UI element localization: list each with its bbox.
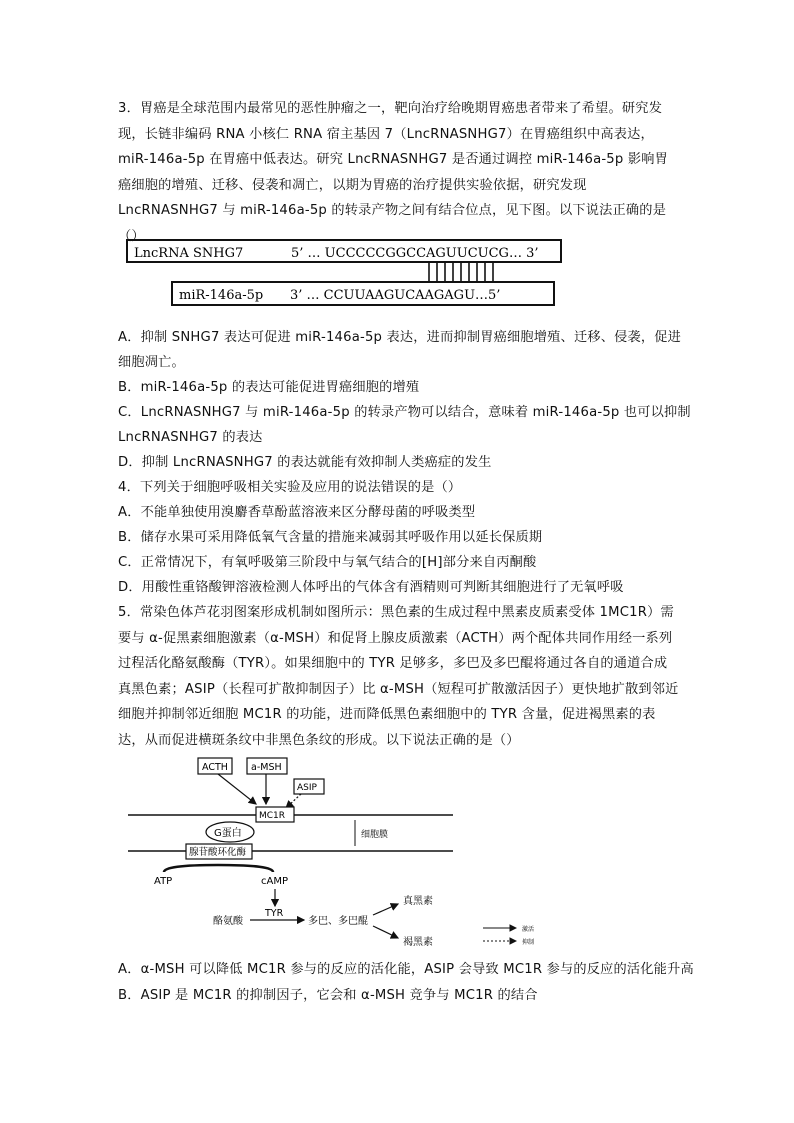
legend-activate-label: 激活: [522, 926, 535, 933]
dopa-to-pheomelanin-arrow: [373, 926, 398, 938]
g-protein-label: G蛋白: [214, 828, 242, 839]
legend-inhibit-label: 抑制: [522, 939, 535, 946]
acth-label: ACTH: [202, 762, 228, 773]
mc1r-label: MC1R: [259, 811, 286, 821]
q3-option-b: B．miR-146a-5p 的表达可能促进胃癌细胞的增殖: [118, 380, 420, 395]
q4-stem: 4．下列关于细胞呼吸相关实验及应用的说法错误的是（）: [118, 480, 462, 495]
asip-label: ASIP: [297, 783, 317, 793]
tyr-label: TYR: [265, 908, 284, 919]
q5-option-b: B．ASIP 是 MC1R 的抑制因子，它会和 α-MSH 竞争与 MC1R 的结合: [118, 988, 538, 1003]
atp-camp-conversion-curve: [164, 865, 273, 872]
asip-inhibit-arrow: [286, 794, 301, 808]
q5-option-a: A．α-MSH 可以降低 MC1R 参与的反应的活化能，ASIP 会导致 MC1R 参与的反应的活化能升高: [118, 962, 694, 977]
q3-option-a-line2: 细胞凋亡。: [118, 355, 185, 370]
q3-option-c-line1: C．LncRNASNHG7 与 miR-146a-5p 的转录产物可以结合，意味着 miR-146a-5p 也可以抑制: [118, 405, 691, 420]
atp-label: ATP: [154, 876, 173, 887]
q4-option-d: D．用酸性重铬酸钾溶液检测人体呼出的气体含有酒精则可判断其细胞进行了无氧呼吸: [118, 580, 624, 595]
q4-option-c: C．正常情况下，有氧呼吸第三阶段中与氧气结合的[H]部分来自丙酮酸: [118, 555, 537, 570]
pheomelanin-label: 褐黑素: [403, 937, 433, 947]
eumelanin-label: 真黑素: [403, 896, 433, 907]
membrane-label: 细胞膜: [361, 830, 389, 840]
mirna-sequence: 3’ … CCUUAAGUCAAGAGU…5’: [290, 288, 501, 303]
adenylate-cyclase-label: 腺苷酸环化酶: [189, 847, 247, 858]
tyrosine-label: 酪氨酸: [213, 916, 243, 927]
q5-pathway-figure: [118, 752, 558, 947]
dopa-label: 多巴、多巴醌: [308, 916, 368, 927]
q3-rna-binding-figure: [126, 234, 566, 308]
q4-option-a: A．不能单独使用溴麝香草酚蓝溶液来区分酵母菌的呼吸类型: [118, 505, 476, 520]
q3-stem: 3．胃癌是全球范围内最常见的恶性肿瘤之一，靶向治疗给晚期胃癌患者带来了希望。研究发现，长链非编码 RNA 小核仁 RNA 宿主基因 7（LncRNASNHG7）在胃癌组织中高表达，miR-146a-5p 在胃癌中低表达。研究 LncRNASNHG7 是否通过调控 miR-146a-5p 影响胃癌细胞的增殖、迁移、侵袭和凋亡，以期为胃癌的治疗提供实验依据，研究发现 LncRNASNHG7 与 miR-146a-5p 的转录产物之间有结合位点，见下图。以下说法正确的是（）: [118, 101, 669, 244]
dopa-to-eumelanin-arrow: [373, 904, 398, 915]
q4-option-b: B．储存水果可采用降低氧气含量的措施来减弱其呼吸作用以延长保质期: [118, 530, 543, 545]
base-pair-lines: [429, 262, 493, 282]
lncrna-sequence: 5’ … UCCCCCGGCCAGUUCUCG… 3’: [291, 246, 539, 261]
q3-option-a-line1: A．抑制 SNHG7 表达可促进 miR-146a-5p 表达，进而抑制胃癌细胞增殖、迁移、侵袭，促进: [118, 330, 682, 345]
camp-label: cAMP: [261, 876, 288, 887]
amsh-label: a-MSH: [251, 762, 282, 773]
q3-option-c-line2: LncRNASNHG7 的表达: [118, 430, 263, 445]
lncrna-label: LncRNA SNHG7: [134, 246, 244, 261]
mirna-label: miR-146a-5p: [179, 288, 264, 303]
q5-stem: 5．常染色体芦花羽图案形成机制如图所示：黑色素的生成过程中黑素皮质素受体 1MC1R）需要与 α-促黑素细胞激素（α-MSH）和促肾上腺皮质激素（ACTH）两个配体共同作用经一系列过程活化酪氨酸酶（TYR）。如果细胞中的 TYR 足够多，多巴及多巴醌将通过各自的通道合成真黑色素；ASIP（长程可扩散抑制因子）比 α-MSH（短程可扩散激活因子）更快地扩散到邻近细胞并抑制邻近细胞 MC1R 的功能，进而降低黑色素细胞中的 TYR 含量，促进褐黑素的表达，从而促进横斑条纹中非黑色条纹的形成。以下说法正确的是（）: [118, 605, 679, 748]
acth-activate-arrow: [218, 774, 256, 804]
q3-option-d: D．抑制 LncRNASNHG7 的表达就能有效抑制人类癌症的发生: [118, 455, 492, 470]
